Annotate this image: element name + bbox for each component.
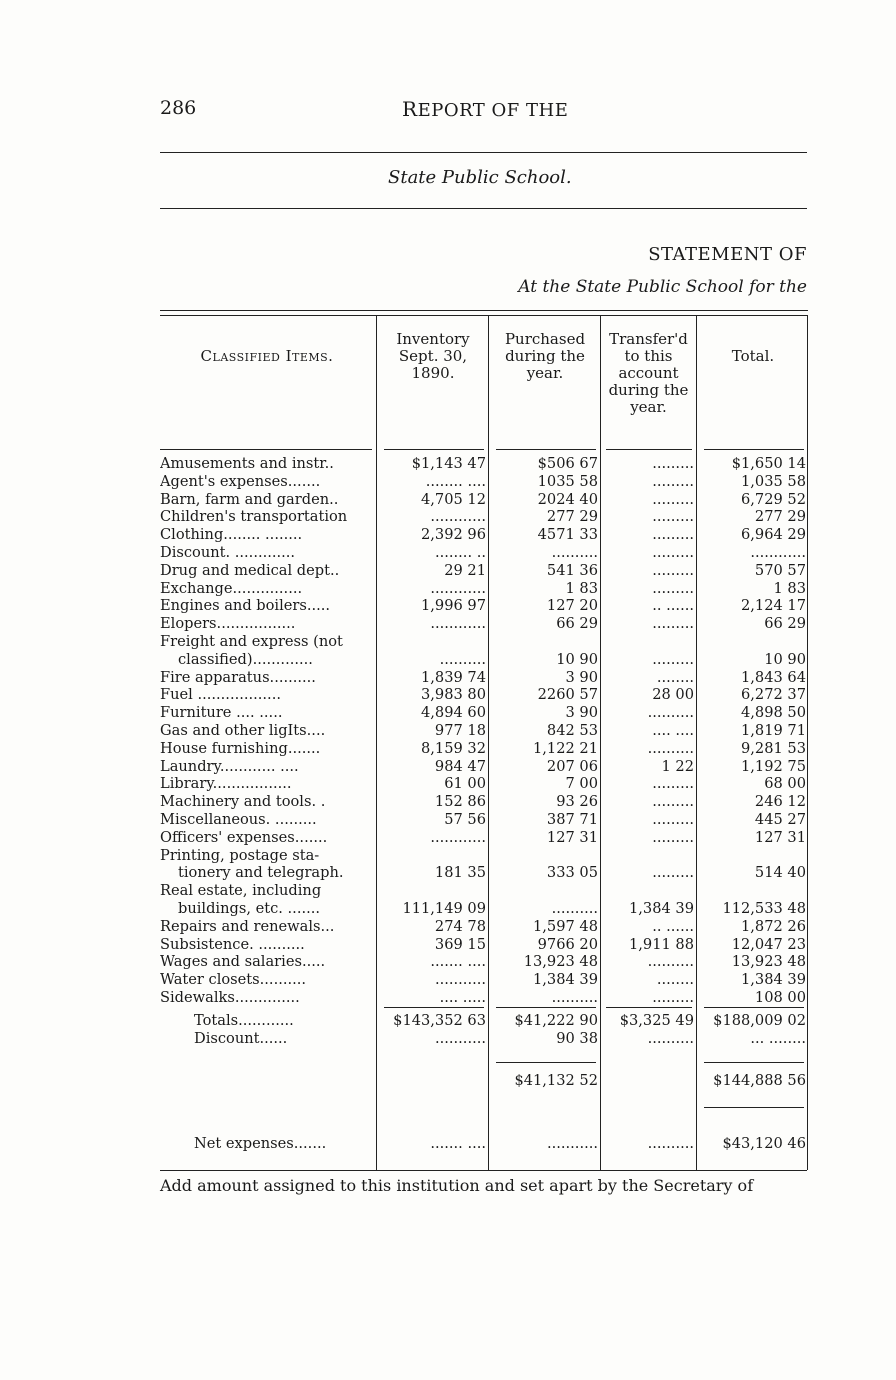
totals-rule [606, 1007, 692, 1008]
subtotal-underline [704, 1107, 804, 1108]
cell-purchased: 207 06 [546, 757, 598, 775]
cell-total: 6,729 52 [741, 490, 806, 508]
cell-purchased: 3 90 [565, 704, 598, 722]
cell-total: 127 31 [754, 828, 806, 846]
header-underline [496, 449, 596, 450]
cell-purchased: 3 90 [565, 668, 598, 686]
table-row [160, 829, 808, 847]
cell-total: 66 29 [764, 615, 806, 633]
table-row [160, 615, 808, 633]
cell-inventory: 984 47 [434, 757, 486, 775]
table-bottom-rule [160, 1170, 807, 1171]
statement-subtitle: At the State Public School for the [518, 277, 807, 297]
row-label: Wages and salaries..... [160, 953, 326, 971]
totals-rule [384, 1007, 484, 1008]
row-label: Discount. ............. [160, 543, 296, 561]
discount-row [160, 1030, 808, 1048]
row-label: Children's transportation [160, 508, 348, 526]
cell-inventory: 3,983 80 [421, 686, 486, 704]
row-label: Engines and boilers..... [160, 597, 331, 615]
header-line: year. [630, 398, 667, 416]
running-head-initial: R [402, 97, 418, 121]
table-row [160, 580, 808, 598]
cell-inventory: ............ [430, 579, 486, 597]
discount-transferred: .......... [647, 1030, 694, 1047]
cell-transferred: ......... [652, 561, 694, 579]
header-underline [704, 449, 804, 450]
cell-inventory: 1,839 74 [421, 668, 486, 686]
header-underline [384, 449, 484, 450]
totals-purchased: $41,222 90 [514, 1012, 598, 1029]
row-label: House furnishing....... [160, 739, 321, 757]
cell-transferred: ......... [652, 526, 694, 544]
table-row [160, 526, 808, 544]
cell-transferred: .......... [647, 704, 694, 722]
statement-table [160, 310, 808, 1168]
cell-purchased: 387 71 [546, 810, 598, 828]
cell-purchased: .......... [551, 988, 598, 1006]
cell-transferred: ......... [652, 543, 694, 561]
cell-inventory: 274 78 [434, 917, 486, 935]
subtotal-row [160, 1072, 808, 1090]
table-row [160, 864, 808, 882]
cell-purchased: .......... [551, 543, 598, 561]
net-inventory: ....... .... [430, 1135, 486, 1152]
cell-purchased: 9766 20 [537, 935, 598, 953]
table-row [160, 989, 808, 1007]
table-row [160, 491, 808, 509]
row-label: tionery and telegraph. [178, 864, 344, 882]
net-expenses-row [160, 1135, 808, 1153]
cell-total: 1,843 64 [741, 668, 806, 686]
table-top-rule-inner [160, 315, 808, 316]
row-label: Drug and medical dept.. [160, 561, 340, 579]
header-purchased [490, 331, 600, 382]
cell-total: 2,124 17 [741, 597, 806, 615]
cell-inventory: ............ [430, 828, 486, 846]
cell-inventory: 61 00 [444, 775, 486, 793]
cell-transferred: ......... [652, 508, 694, 526]
header-line: during the [608, 381, 689, 399]
cell-inventory: ........... [434, 971, 486, 989]
cell-inventory: ....... .... [430, 953, 486, 971]
cell-total: 1,819 71 [741, 721, 806, 739]
cell-purchased: 7 00 [565, 775, 598, 793]
cell-purchased: 842 53 [546, 721, 598, 739]
cell-inventory: 181 35 [434, 864, 486, 882]
cell-inventory: 152 86 [434, 793, 486, 811]
discount-total: ... ........ [750, 1030, 806, 1047]
statement-title: STATEMENT OF [648, 244, 807, 265]
table-row [160, 953, 808, 971]
row-label: Furniture .... ..... [160, 704, 283, 722]
cell-inventory: 111,149 09 [402, 899, 486, 917]
row-label: Library................. [160, 775, 292, 793]
cell-total: 1,872 26 [741, 917, 806, 935]
subtotal-purchased: $41,132 52 [514, 1072, 598, 1089]
running-head-rest: EPORT OF THE [417, 100, 569, 121]
table-row [160, 508, 808, 526]
table-row [160, 597, 808, 615]
cell-transferred: ......... [652, 650, 694, 668]
cell-transferred: ......... [652, 828, 694, 846]
totals-rule [496, 1007, 596, 1008]
totals-row [160, 1012, 808, 1030]
header-total: Total. [731, 347, 775, 365]
table-row [160, 455, 808, 473]
cell-total: 68 00 [764, 775, 806, 793]
cell-purchased: 1 83 [565, 579, 598, 597]
cell-total: 6,964 29 [741, 526, 806, 544]
cell-purchased: 93 26 [556, 793, 598, 811]
cell-transferred: 1,911 88 [629, 935, 694, 953]
cell-total: 108 00 [754, 988, 806, 1006]
row-label: Clothing........ ........ [160, 526, 303, 544]
table-row [160, 544, 808, 562]
cell-purchased: $506 67 [537, 455, 598, 472]
row-label: Real estate, including [160, 882, 322, 900]
cell-inventory: 4,705 12 [421, 490, 486, 508]
header-inventory [378, 331, 488, 382]
cell-total: 1 83 [773, 579, 806, 597]
cell-inventory: 369 15 [434, 935, 486, 953]
cell-total: 9,281 53 [741, 739, 806, 757]
cell-transferred: ......... [652, 793, 694, 811]
cell-purchased: 66 29 [556, 615, 598, 633]
cell-transferred: ........ [656, 971, 694, 989]
header-rule-bottom [160, 208, 807, 209]
table-row [160, 847, 808, 865]
cell-purchased: .......... [551, 899, 598, 917]
cell-total: 1,192 75 [741, 757, 806, 775]
header-line: Inventory [396, 330, 470, 348]
header-underline [160, 449, 372, 450]
cell-inventory: .... ..... [439, 988, 486, 1006]
cell-purchased: 13,923 48 [523, 953, 598, 971]
cell-total: 6,272 37 [741, 686, 806, 704]
row-label: Exchange............... [160, 579, 303, 597]
table-row [160, 882, 808, 900]
header-line: during the [505, 347, 585, 365]
header-line: to this [624, 347, 673, 365]
cell-transferred: .. ...... [652, 597, 694, 615]
cell-purchased: 127 20 [546, 597, 598, 615]
cell-transferred: .. ...... [652, 917, 694, 935]
table-row [160, 633, 808, 651]
row-label: Agent's expenses....... [160, 472, 321, 490]
net-expenses-label: Net expenses....... [194, 1135, 327, 1152]
cell-purchased: 1,122 21 [533, 739, 598, 757]
cell-total: 1,384 39 [741, 971, 806, 989]
cell-inventory: 2,392 96 [421, 526, 486, 544]
header-line: year. [526, 364, 564, 382]
cell-transferred: ......... [652, 988, 694, 1006]
subtotal-rule [704, 1062, 804, 1063]
cell-inventory: 8,159 32 [421, 739, 486, 757]
row-label: Laundry............ .... [160, 757, 299, 775]
net-total: $43,120 46 [722, 1135, 806, 1152]
row-label: Miscellaneous. ......... [160, 810, 317, 828]
header-line: Sept. 30, [398, 347, 468, 365]
cell-inventory: ........ .... [425, 472, 486, 490]
cell-total: 1,035 58 [741, 472, 806, 490]
totals-transferred: $3,325 49 [619, 1012, 694, 1029]
table-row [160, 562, 808, 580]
cell-inventory: 1,996 97 [421, 597, 486, 615]
table-body [160, 455, 808, 1007]
cell-inventory: $1,143 47 [411, 455, 486, 472]
totals-label: Totals............ [194, 1012, 294, 1029]
cell-purchased: 1035 58 [537, 472, 598, 490]
table-row [160, 918, 808, 936]
cell-total: 10 90 [764, 650, 806, 668]
table-row [160, 758, 808, 776]
subtotal-rule [496, 1062, 596, 1063]
subtotal-total: $144,888 56 [713, 1072, 806, 1089]
row-label: buildings, etc. ....... [178, 899, 321, 917]
row-label: Fuel .................. [160, 686, 281, 704]
cell-transferred: ......... [652, 775, 694, 793]
cell-transferred: 1 22 [661, 757, 694, 775]
cell-purchased: 1,384 39 [533, 971, 598, 989]
page-number: 286 [160, 97, 197, 119]
cell-inventory: 57 56 [444, 810, 486, 828]
totals-total: $188,009 02 [713, 1012, 806, 1029]
table-row [160, 473, 808, 491]
cell-total: 12,047 23 [731, 935, 806, 953]
row-label: Subsistence. .......... [160, 935, 305, 953]
cell-transferred: 1,384 39 [629, 899, 694, 917]
cell-transferred: ......... [652, 472, 694, 490]
cell-inventory: 29 21 [444, 561, 486, 579]
discount-purchased: 90 38 [556, 1030, 598, 1047]
cell-transferred: ......... [652, 579, 694, 597]
table-row [160, 793, 808, 811]
table-row [160, 651, 808, 669]
table-row [160, 811, 808, 829]
cell-transferred: ........ [656, 668, 694, 686]
net-transferred: .......... [647, 1135, 694, 1152]
header-classified-items: Classified Items. [200, 347, 334, 365]
net-purchased: ........... [546, 1135, 598, 1152]
cell-total: 112,533 48 [722, 899, 806, 917]
cell-inventory: ............ [430, 508, 486, 526]
cell-transferred: .......... [647, 953, 694, 971]
cell-transferred: ......... [652, 490, 694, 508]
cell-inventory: 977 18 [434, 721, 486, 739]
row-label: Machinery and tools. . [160, 793, 326, 811]
table-row [160, 740, 808, 758]
table-row [160, 936, 808, 954]
cell-purchased: 333 05 [546, 864, 598, 882]
cell-purchased: 2024 40 [537, 490, 598, 508]
header-line: Transfer'd [609, 330, 688, 348]
cell-total: 514 40 [754, 864, 806, 882]
totals-inventory: $143,352 63 [393, 1012, 486, 1029]
subheading: State Public School. [388, 167, 572, 188]
cell-total: 13,923 48 [731, 953, 806, 971]
row-label: Freight and express (not [160, 632, 343, 650]
cell-total: 277 29 [754, 508, 806, 526]
table-row [160, 971, 808, 989]
header-line: account [618, 364, 679, 382]
cell-inventory: 4,894 60 [421, 704, 486, 722]
running-head [402, 97, 568, 121]
row-label: Officers' expenses....... [160, 828, 328, 846]
row-label: Fire apparatus.......... [160, 668, 316, 686]
row-label: Amusements and instr.. [160, 455, 334, 472]
table-row [160, 900, 808, 918]
row-label: Sidewalks.............. [160, 988, 300, 1006]
row-label: Water closets.......... [160, 971, 307, 989]
cell-purchased: 10 90 [556, 650, 598, 668]
table-row [160, 686, 808, 704]
table-row [160, 775, 808, 793]
cell-total: 445 27 [754, 810, 806, 828]
cell-purchased: 127 31 [546, 828, 598, 846]
header-underline [606, 449, 692, 450]
cell-total: ............ [750, 543, 806, 561]
cell-inventory: .......... [439, 650, 486, 668]
table-row [160, 669, 808, 687]
totals-rule [704, 1007, 804, 1008]
row-label: Gas and other ligIts.... [160, 721, 326, 739]
discount-label: Discount...... [194, 1030, 288, 1047]
cell-purchased: 277 29 [546, 508, 598, 526]
cell-total: $1,650 14 [731, 455, 806, 472]
cell-purchased: 4571 33 [537, 526, 598, 544]
cell-inventory: ........ .. [434, 543, 486, 561]
table-row [160, 722, 808, 740]
cell-total: 570 57 [754, 561, 806, 579]
cell-total: 246 12 [754, 793, 806, 811]
cell-transferred: 28 00 [652, 686, 694, 704]
discount-inventory: ........... [434, 1030, 486, 1047]
row-label: Barn, farm and garden.. [160, 490, 339, 508]
row-label: classified)............. [178, 650, 313, 668]
cell-purchased: 541 36 [546, 561, 598, 579]
row-label: Elopers................. [160, 615, 296, 633]
cell-transferred: .... .... [652, 721, 694, 739]
cell-transferred: ......... [652, 864, 694, 882]
cell-inventory: ............ [430, 615, 486, 633]
row-label: Printing, postage sta- [160, 846, 320, 864]
cell-transferred: ......... [652, 615, 694, 633]
header-transferred [601, 331, 696, 416]
header-line: 1890. [411, 364, 455, 382]
cell-transferred: .......... [647, 739, 694, 757]
cell-transferred: ......... [652, 455, 694, 472]
cell-total: 4,898 50 [741, 704, 806, 722]
header-rule-top [160, 152, 807, 153]
footer-text: Add amount assigned to this institution and set apart by the Secretary of [160, 1176, 754, 1195]
table-row [160, 704, 808, 722]
cell-transferred: ......... [652, 810, 694, 828]
cell-purchased: 1,597 48 [533, 917, 598, 935]
row-label: Repairs and renewals... [160, 917, 335, 935]
table-top-rule [160, 310, 808, 311]
header-line: Purchased [504, 330, 586, 348]
cell-purchased: 2260 57 [537, 686, 598, 704]
